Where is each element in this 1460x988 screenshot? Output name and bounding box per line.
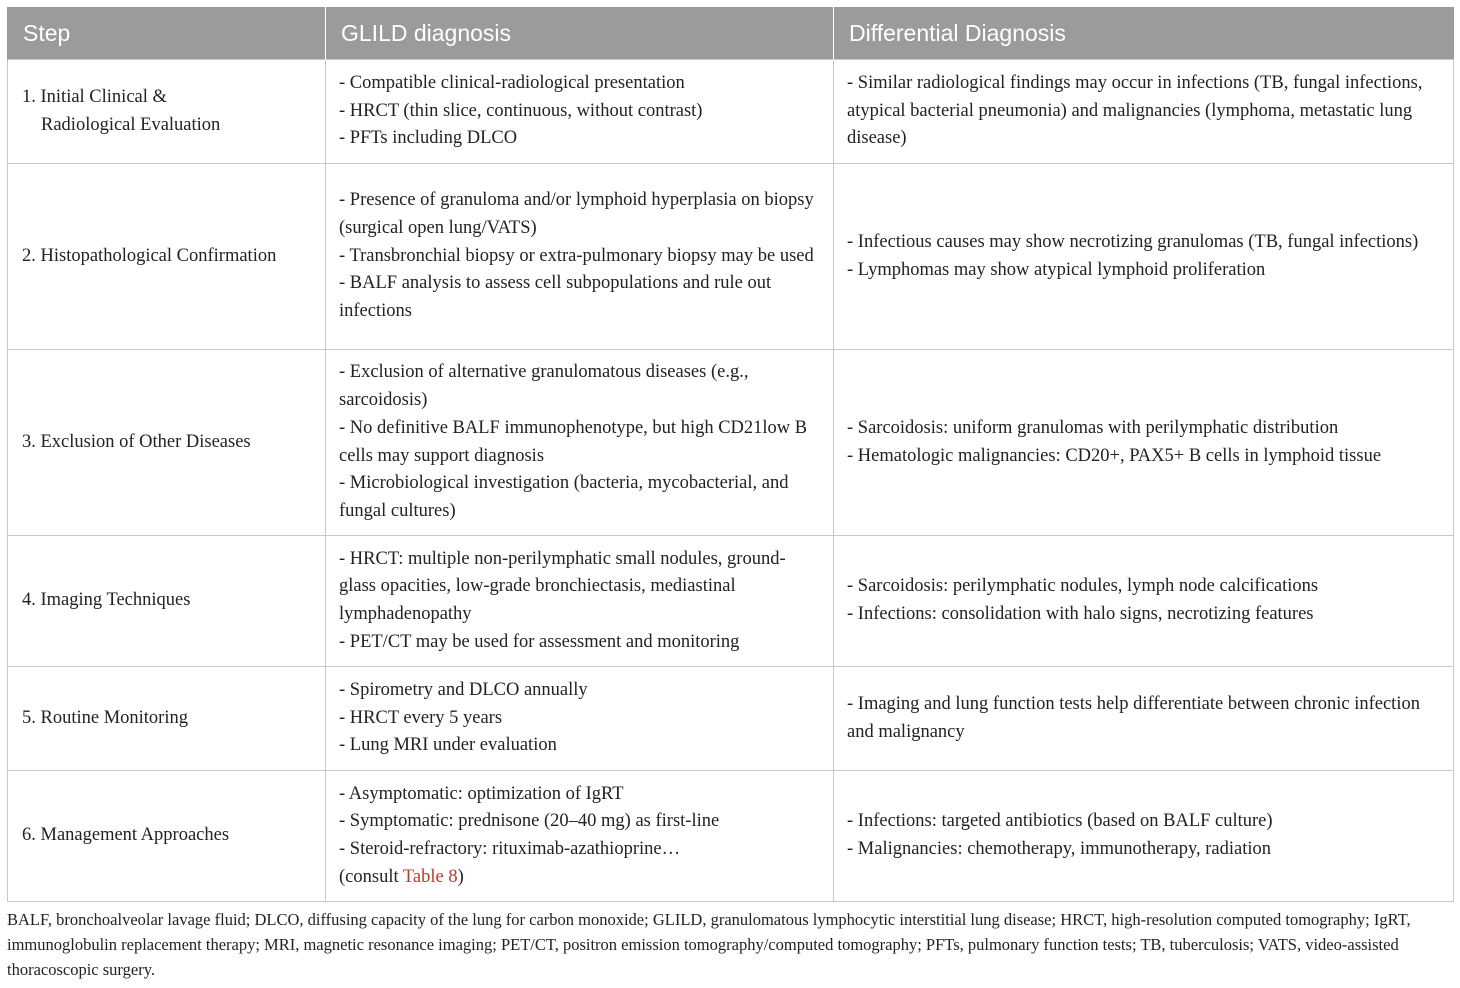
glild-item: - Steroid-refractory: rituximab-azathioprine… — [339, 839, 681, 859]
table-row — [8, 771, 1454, 902]
differential-cell — [834, 536, 1454, 667]
reference-prefix: (consult — [339, 866, 403, 887]
differential-item: - Lymphomas may show atypical lymphoid proliferation — [847, 259, 1266, 280]
glild-item: - Spirometry and DLCO annually — [339, 679, 588, 700]
glild-cell — [326, 60, 834, 164]
differential-item: - Hematologic malignancies: CD20+, PAX5+ B cells in lymphoid tissue — [847, 445, 1382, 466]
table-row — [8, 667, 1454, 771]
glild-reference — [339, 864, 821, 892]
glild-item: - Lung MRI under evaluation — [339, 735, 557, 756]
step-cell — [8, 164, 326, 350]
step-label: 4. Imaging Techniques — [22, 590, 191, 611]
header-differential-diagnosis: Differential Diagnosis — [834, 7, 1454, 60]
glild-table-container — [7, 7, 1453, 902]
glild-item: - No definitive BALF immunophenotype, but high CD21low B cells may support diagnosis — [339, 417, 808, 466]
step-label: 6. Management Approaches — [22, 825, 230, 846]
glild-item: - PET/CT may be used for assessment and monitoring — [339, 631, 740, 652]
differential-cell — [834, 667, 1454, 771]
differential-cell — [834, 164, 1454, 350]
glild-item: - Microbiological investigation (bacteria, mycobacterial, and fungal cultures) — [339, 473, 789, 521]
differential-item: - Imaging and lung function tests help differentiate between chronic infection and malignancy — [847, 693, 1420, 742]
glild-item: - BALF analysis to assess cell subpopulations and rule out infections — [339, 273, 772, 322]
table-row — [8, 350, 1454, 536]
differential-cell — [834, 771, 1454, 902]
glild-diagnosis-table — [7, 7, 1454, 902]
glild-item: - Transbronchial biopsy or extra-pulmonary biopsy may be used — [339, 245, 814, 266]
glild-item: - HRCT: multiple non-perilymphatic small nodules, ground-glass opacities, low-grade bronchiectasis, mediastinal lymphadenopathy — [339, 548, 786, 624]
step-label: 2. Histopathological Confirmation — [22, 245, 277, 266]
step-cell — [8, 536, 326, 667]
glild-item: - HRCT every 5 years — [339, 707, 503, 728]
glild-cell — [326, 536, 834, 667]
table-row — [8, 164, 1454, 350]
glild-item: - Presence of granuloma and/or lymphoid hyperplasia on biopsy (surgical open lung/VATS) — [339, 190, 814, 238]
differential-item: - Sarcoidosis: perilymphatic nodules, lymph node calcifications — [847, 576, 1319, 597]
table-row — [8, 60, 1454, 164]
step-cell — [8, 350, 326, 536]
glild-cell — [326, 667, 834, 771]
differential-item: - Infections: consolidation with halo signs, necrotizing features — [847, 604, 1314, 624]
step-label: 1. Initial Clinical & — [22, 86, 167, 107]
glild-item: - Asymptomatic: optimization of IgRT — [339, 783, 624, 804]
glild-cell — [326, 771, 834, 902]
table-header-row — [8, 7, 1454, 60]
differential-item: - Malignancies: chemotherapy, immunotherapy, radiation — [847, 839, 1271, 859]
differential-item: - Infections: targeted antibiotics (based on BALF culture) — [847, 811, 1273, 832]
reference-suffix: ) — [457, 866, 464, 887]
table-8-link[interactable]: Table 8 — [402, 866, 458, 887]
header-glild-diagnosis: GLILD diagnosis — [326, 7, 834, 60]
glild-item: - PFTs including DLCO — [339, 128, 518, 149]
step-label: 3. Exclusion of Other Diseases — [22, 431, 251, 452]
step-cell — [8, 667, 326, 771]
step-label: 5. Routine Monitoring — [22, 707, 188, 728]
glild-item: - Compatible clinical-radiological presentation — [339, 72, 685, 93]
glild-item: - Symptomatic: prednisone (20–40 mg) as first-line — [339, 811, 720, 832]
table-footnote: BALF, bronchoalveolar lavage fluid; DLCO, diffusing capacity of the lung for carbon monoxide; GLILD, granulomatous lymphocytic interstitial lung disease; HRCT, high-resolution computed tomography; IgRT, immunoglobulin replacement therapy; MRI, magnetic resonance imaging; PET/CT, positron emission tomography/computed tomography; PFTs, pulmonary function tests; TB, tuberculosis; VATS, video-assisted thoracoscopic surgery. — [7, 910, 1411, 979]
glild-item: - Exclusion of alternative granulomatous diseases (e.g., sarcoidosis) — [339, 362, 749, 411]
glild-item: - HRCT (thin slice, continuous, without contrast) — [339, 100, 703, 121]
differential-item: - Similar radiological findings may occur in infections (TB, fungal infections, atypical bacterial pneumonia) and malignancies (lymphoma, metastatic lung disease) — [847, 72, 1423, 149]
differential-cell — [834, 60, 1454, 164]
step-cell — [8, 60, 326, 164]
glild-cell — [326, 350, 834, 536]
differential-item: - Sarcoidosis: uniform granulomas with perilymphatic distribution — [847, 417, 1339, 438]
header-step: Step — [8, 7, 326, 60]
differential-item: - Infectious causes may show necrotizing granulomas (TB, fungal infections) — [847, 231, 1419, 252]
step-cell — [8, 771, 326, 902]
differential-cell — [834, 350, 1454, 536]
glild-cell — [326, 164, 834, 350]
step-label: Radiological Evaluation — [41, 114, 221, 135]
table-row — [8, 536, 1454, 667]
